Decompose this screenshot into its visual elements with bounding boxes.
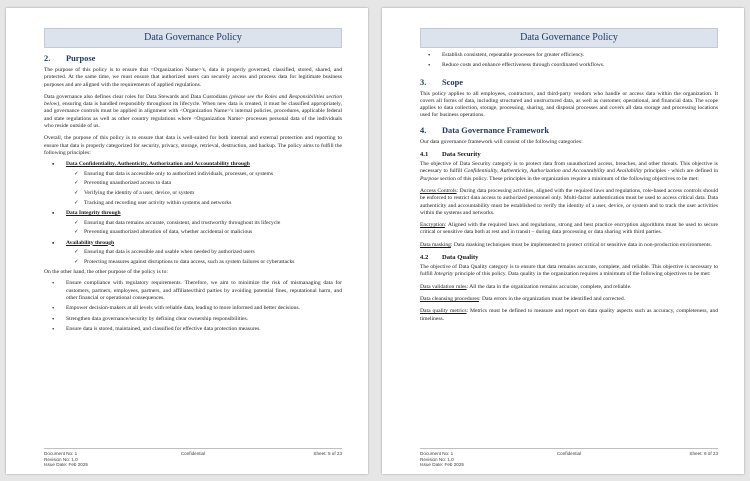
check-item: ✓ Ensuring that data is accessible only to authorized individuals, processes, or systems: [66, 171, 342, 178]
footer-revision: Revision No: 1.0: [44, 456, 78, 462]
list-item: • Reduce costs and enhance effectiveness through coordinated workflows.: [420, 62, 718, 69]
paragraph: Data governance also defines clear roles for Data Stewards and Data Custodians (please see the Roles and Responsibilities section below), ensuring data is handled responsibly throughout its lifecycle. When new data is created, it must be classified appropriately, and governance controls must be applied in alignment with <Organization Name>'s internal policies, procedures, applicable federal and state regulations as well as other country regulations where <Organization Name> processes personal data of the individuals who reside outside of us.: [44, 93, 342, 130]
paragraph-data-masking: Data masking: Data masking techniques must be implemented to protect critical or sensitive data in non-production environments.: [420, 241, 712, 248]
purpose-list: [44, 280, 342, 333]
section-heading-scope: 3. Scope: [420, 77, 463, 87]
section-heading-purpose: 2. Purpose: [44, 54, 96, 63]
paragraph-encryption: Encryption: Aligned with the required laws and regulations, strong and best practice encryption algorithms must be used to secure critical or sensitive data both at rest and in transit – during data processing or data sharing with third parties.: [420, 222, 718, 236]
page-footer: [44, 448, 342, 468]
footer-classification: Confidential: [180, 451, 206, 456]
footer-issue-date: Issue Date: Feb 2025: [420, 462, 464, 468]
check-item: ✓ Verifying the identity of a user, device, or system: [66, 190, 342, 197]
check-item: ✓ Protecting measures against disruptions to data access, such as system failures or cyberattacks: [66, 259, 342, 266]
check-item: ✓ Ensuring that data is accessible and usable when needed by authorized users: [66, 249, 342, 256]
footer-issue-date: Issue Date: Feb 2025: [44, 462, 88, 468]
paragraph: The objective of Data Quality category is to ensure that data remains accurate, complete, and reliable. This objective is necessary to fulfill Integrity principle of this policy. Data quality in the organization requires a minimum of the following objectives to be met:: [420, 264, 718, 278]
list-item: • Availability through ✓ Ensuring that data is accessible and usable when needed by authorized users ✓ Protecting measures against disruptions to data access, such as system failures or cyberattacks: [44, 240, 342, 266]
page-footer: [420, 448, 718, 468]
list-item: • Ensure data is stored, maintained, and classified for effective data protection measures.: [44, 326, 342, 333]
section-heading-framework: 4. Data Governance Framework: [420, 125, 549, 135]
page-header-title: Data Governance Policy: [420, 28, 718, 48]
paragraph: This policy applies to all employees, contractors, and third-party vendors who handle or access data within the organization. It covers all forms of data, including structured and unstructured data, as well as customer, operational, and financial data. The scope applies to data collection, storage, processing, sharing, and disposal processes and covers all data storage and processing locations used for business operations.: [420, 90, 718, 119]
page-header-title: Data Governance Policy: [44, 28, 342, 48]
principles-list: [44, 161, 342, 266]
list-item: • Data Confidentiality, Authenticity, Authorization and Accountability through ✓ Ensuring that data is accessible only to authorized individuals, processes, or systems ✓ Preventing unauthorized access to data ✓ Verifying the identity of a user, device, or system ✓ Tracking and recording user activity within systems and networks: [44, 161, 342, 207]
paragraph: Our data governance framework will consist of the following categories:: [420, 138, 583, 145]
paragraph: On the other hand, the other purpose of the policy is to:: [44, 269, 168, 276]
list-item: • Data Integrity through ✓ Ensuring that data remains accurate, consistent, and trustworthy throughout its lifecycle ✓ Preventing unauthorized alteration of data, whether accidental or malicious: [44, 210, 342, 236]
check-item: ✓ Preventing unauthorized access to data: [66, 180, 342, 187]
footer-sheet: Sheet: 6 of 23: [689, 451, 718, 456]
paragraph: The purpose of this policy is to ensure that <Organization Name>'s, data is properly governed, classified, stored, shared, and protected. At the same time, we must ensure that authorized users can securely access and process data for legitimate business purposes and are aligned with the requirements of applied regulations.: [44, 67, 342, 88]
list-item: • Establish consistent, repeatable processes for greater efficiency.: [420, 52, 718, 59]
paragraph-data-validation: Data validation rules: All the data in the organization remains accurate, complete, and reliable.: [420, 283, 632, 290]
paragraph: The objective of Data Security category is to protect data from unauthorized access, breaches, and other threats. This objective is necessary to fulfill Confidentiality, Authenticity, Authorization and Accountability and Availability principles - which are defined in Purpose section of this policy. These principles in the organization require a minimum of the following objectives to be met:: [420, 161, 719, 182]
footer-sheet: Sheet: 5 of 23: [313, 451, 342, 456]
paragraph: Overall, the purpose of this policy is to ensure that data is well-suited for both internal and external protection and reporting to ensure that data is properly categorized for security, privacy, storage, retrieval, destruction, and backup. The policy aims to fulfill the following principles:: [44, 135, 342, 156]
purpose-list-continued: [420, 52, 718, 70]
check-item: ✓ Preventing unauthorized alteration of data, whether accidental or malicious: [66, 229, 342, 236]
list-item: • Empower decision-makers at all levels with reliable data, leading to more informed and better decisions.: [44, 305, 342, 312]
footer-doc-no: Document No: 1: [44, 451, 78, 456]
check-item: ✓ Tracking and recording user activity within systems and networks: [66, 200, 342, 207]
check-item: ✓ Ensuring that data remains accurate, consistent, and trustworthy throughout its lifecycle: [66, 220, 342, 227]
footer-classification: Confidential: [556, 451, 582, 456]
paragraph-data-quality-metrics: Data quality metrics: Metrics must be defined to measure and report on data quality aspects such as accuracy, completeness, and timeliness.: [420, 308, 718, 322]
list-item: • Strengthen data governance/security by defining clear ownership responsibilities.: [44, 316, 342, 323]
subsection-heading-data-quality: 4.2 Data Quality: [420, 254, 479, 262]
footer-revision: Revision No: 1.0: [420, 456, 454, 462]
subsection-heading-data-security: 4.1 Data Security: [420, 151, 481, 159]
page-6: [382, 8, 744, 474]
page-5: [6, 8, 368, 474]
paragraph-access-controls: Access Controls: During data processing activities, aligned with the required laws and regulations, role-based access controls should be enforced to restrict data access to authorized personnel only. Multi-factor authentication must be used to access critical data. Data authenticity and accountability must be established to verify the identity of a user, device, or system and to track the user activities within the systems and networks.: [420, 187, 718, 216]
footer-doc-no: Document No: 1: [420, 451, 454, 456]
list-item: • Ensure compliance with regulatory requirements. Therefore, we aim to minimize the risk of mismanaging data for customers, partners, employees, partners, and affiliates/third parties by avoiding potential fines, reputational harm, and other financial or operational consequences.: [44, 280, 342, 302]
paragraph-data-cleansing: Data cleansing procedures: Data errors in the organization must be identified and corrected.: [420, 295, 626, 302]
